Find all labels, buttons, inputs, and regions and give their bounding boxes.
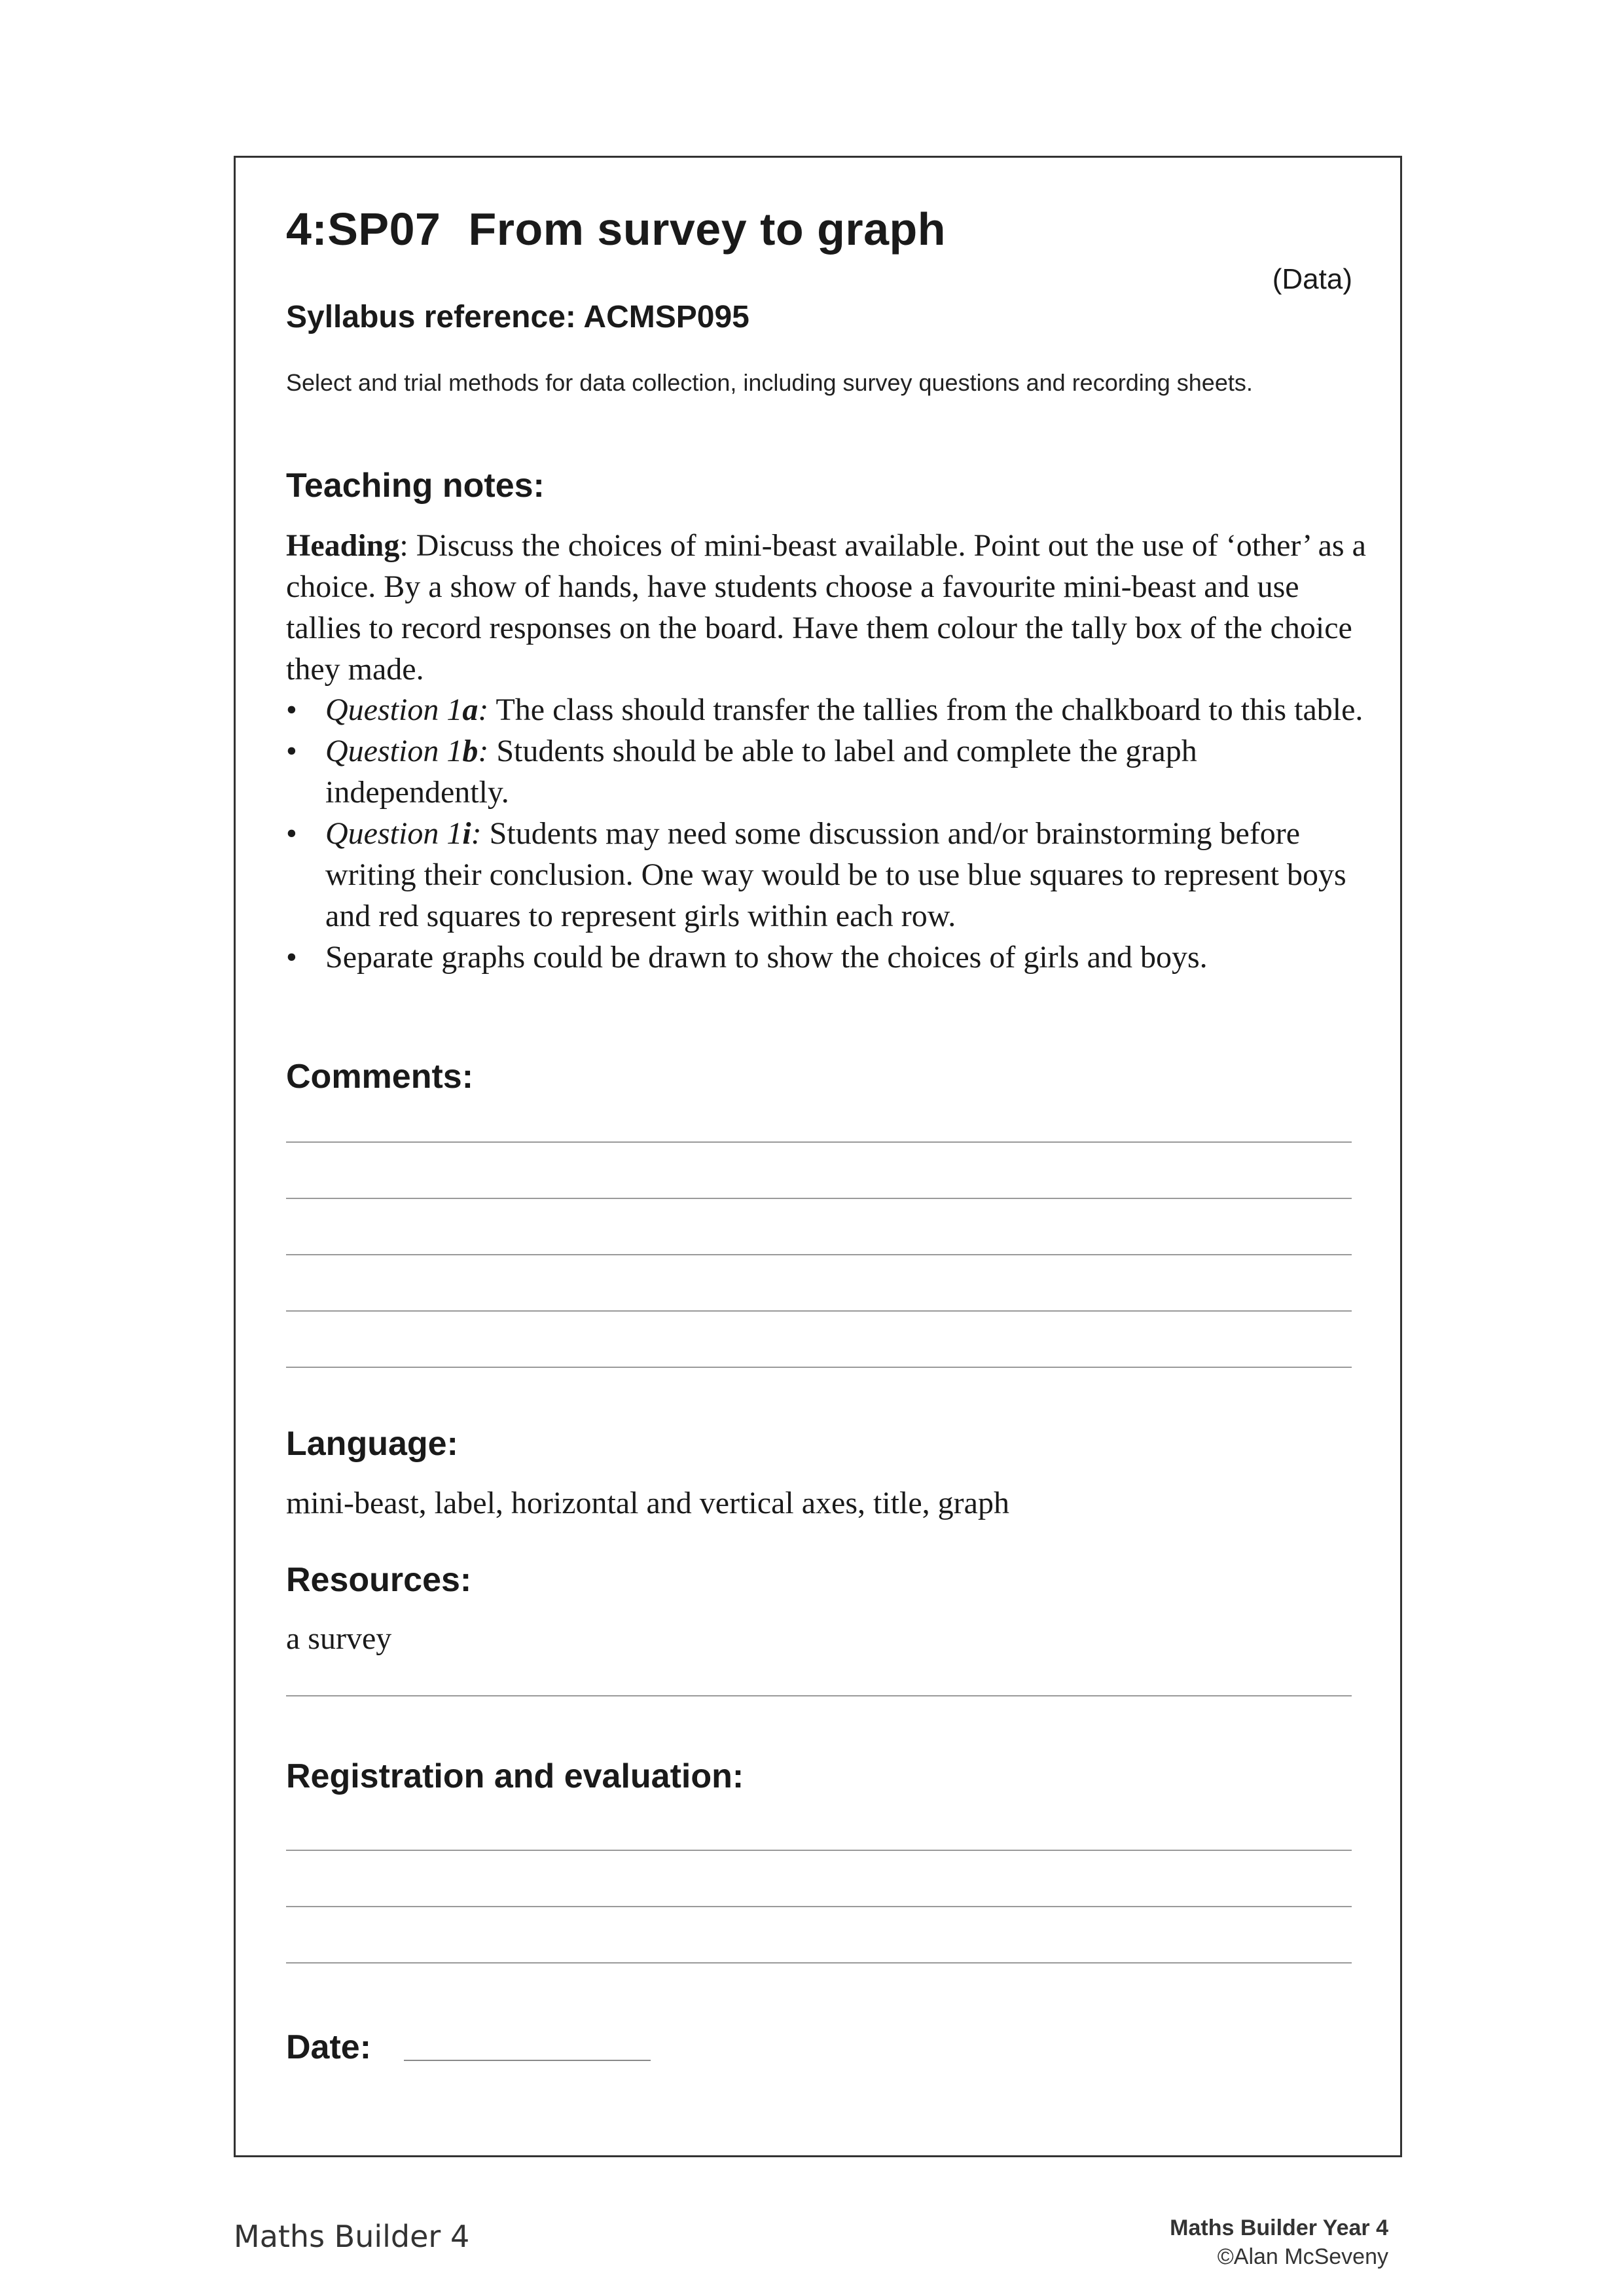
date-heading: Date: [286, 2028, 372, 2066]
teaching-notes-heading: Teaching notes: [286, 467, 545, 505]
date-field[interactable] [404, 2060, 651, 2061]
list-item [286, 813, 1366, 937]
comment-line[interactable] [286, 1310, 1352, 1312]
footer-book-title: Maths Builder 4 [234, 2219, 470, 2254]
bullet-icon: • [286, 940, 297, 975]
list-item [286, 730, 1366, 813]
comment-line[interactable] [286, 1198, 1352, 1199]
bullet-icon: • [286, 734, 297, 768]
resources-line[interactable] [286, 1695, 1352, 1696]
language-heading: Language: [286, 1425, 458, 1463]
question-ref: Question 1i: [325, 816, 482, 851]
page-frame [234, 156, 1402, 2157]
intro-text: : Discuss the choices of mini-beast available. Point out the use of ‘other’ as a choice. By a show of hands, have students choose a favourite mini-beast and use tallies to record responses on the board. Have them colour the tally box of the choice they made. [286, 528, 1366, 687]
question-ref: Question 1b: [325, 734, 489, 768]
teaching-notes-list [286, 689, 1366, 978]
evaluation-line[interactable] [286, 1906, 1352, 1907]
resources-text: a survey [286, 1621, 392, 1656]
resources-heading: Resources: [286, 1561, 472, 1599]
list-item-text: Separate graphs could be drawn to show the choices of girls and boys. [325, 940, 1208, 975]
page-title [286, 203, 946, 255]
registration-heading: Registration and evaluation: [286, 1757, 744, 1795]
list-item [286, 689, 1366, 730]
syllabus-reference: Syllabus reference: ACMSP095 [286, 300, 749, 334]
list-item-text: Students may need some discussion and/or brainstorming before writing their conclusion. One way would be to use blue squares to represent boys and red squares to represent girls within each row. [325, 816, 1346, 933]
list-item-text: Students should be able to label and complete the graph independently. [325, 734, 1197, 810]
language-text: mini-beast, label, horizontal and vertical axes, title, graph [286, 1486, 1009, 1520]
evaluation-line[interactable] [286, 1962, 1352, 1964]
comment-line[interactable] [286, 1367, 1352, 1368]
footer-copyright: ©Alan McSeveny [1217, 2244, 1388, 2269]
syllabus-description: Select and trial methods for data collection, including survey questions and recording sheets. [286, 369, 1253, 396]
footer-credits [1170, 2214, 1388, 2271]
category-label: (Data) [1272, 263, 1352, 295]
list-item-text: The class should transfer the tallies from the chalkboard to this table. [488, 692, 1363, 727]
teaching-notes-intro [286, 525, 1366, 690]
list-item [286, 937, 1366, 978]
lesson-title: From survey to graph [468, 204, 947, 255]
footer-series-title: Maths Builder Year 4 [1170, 2215, 1388, 2240]
bullet-icon: • [286, 692, 297, 727]
question-ref: Question 1a: [325, 692, 489, 727]
comment-line[interactable] [286, 1141, 1352, 1143]
evaluation-line[interactable] [286, 1850, 1352, 1851]
lesson-code: 4:SP07 [286, 204, 441, 255]
bullet-icon: • [286, 816, 297, 851]
intro-label: Heading [286, 528, 400, 563]
comments-heading: Comments: [286, 1058, 474, 1096]
comment-line[interactable] [286, 1254, 1352, 1255]
